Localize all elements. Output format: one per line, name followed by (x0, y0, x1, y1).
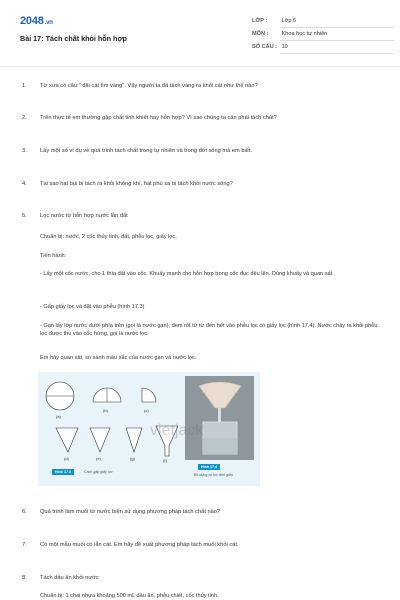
fig-label-g: (g) (130, 456, 135, 461)
meta-value: 19 (281, 44, 288, 50)
fig-label-b: (b) (103, 408, 108, 413)
question-number: 2. (22, 115, 27, 121)
fig-label-a: (a) (56, 414, 61, 419)
logo-text: 2048 (20, 15, 44, 27)
question-number: 3. (22, 148, 27, 154)
page-title: Bài 17: Tách chất khỏi hỗn hợp (20, 34, 127, 43)
meta-class (252, 18, 296, 24)
question-number: 1. (22, 83, 27, 89)
meta-count (252, 44, 288, 50)
meta-subject (252, 31, 327, 37)
fig-label-c: (c) (144, 408, 149, 413)
meta-value: Khoa học tự nhiên (281, 31, 328, 37)
cone-paper-icon (56, 428, 78, 452)
beaker-funnel-icon (185, 376, 254, 460)
question-text: Lọc nước từ hỗn hợp nước lẫn đất (40, 213, 128, 219)
fig2-tag: Hình 17.4 (198, 464, 220, 470)
meta-value: Lớp 6 (281, 18, 297, 24)
q5-step-1: - Lấy một cốc nước, cho 1 thìa đất vào cốc. Khuấy mạnh cho hỗn hợp trong cốc đục đều lên. Dùng khuấy và quan sát. (40, 271, 334, 277)
question-text: Trên thực tế em thường gặp chất tinh khiết hay hỗn hợp? Vì sao chúng ta cần phải tách chất? (40, 115, 277, 121)
question-number: 5. (22, 213, 27, 219)
q8-prep: Chuẩn bị: 1 chai nhựa khoảng 500 mL dầu ăn, phễu chiết, cốc thủy tinh. (40, 593, 219, 599)
logo-tld: .vn (44, 20, 53, 26)
meta-key: MÔN : (252, 31, 269, 37)
watermark-text: vietjack (150, 422, 204, 439)
question-text: Từ xưa có câu:" đãi cát tìm vàng". Vậy người ta đã tách vàng ra khỏi cát như thế nào? (40, 83, 258, 89)
fig-label-d: (d) (64, 456, 69, 461)
q5-step-3: - Gạn lấy lớp nước dưới phía trên (gọi là nước gạn), đem rót từ từ đến hết vào phễu lọc có giấy lọc (hình 17.4). Nước chảy ra khỏi phễu lọc được thu vào cốc hứng, gọi là nước lọc. (40, 323, 378, 337)
q5-compare: Em hãy quan sát, so sánh màu sắc của nước gạn và nước lọc. (40, 355, 197, 361)
q5-step-2: - Gấp giấy lọc và đặt vào phễu (hình 17.3) (40, 304, 145, 310)
fig-label-e: (e) (96, 456, 101, 461)
question-text: Tách dầu ăn khỏi nước (40, 575, 99, 581)
fig2-caption: Bộ dụng cụ lọc đơn giản (194, 473, 233, 477)
site-logo[interactable] (20, 15, 53, 27)
question-number: 4. (22, 181, 27, 187)
header-divider (0, 66, 400, 67)
meta-key: SỐ CÂU : (252, 44, 278, 50)
filter-apparatus-photo (185, 376, 254, 460)
q5-steps-title: Tiến hành: (40, 253, 67, 259)
cone-paper-icon (90, 428, 110, 452)
fig1-tag: Hình 17.3 (52, 469, 74, 475)
question-text: Quá trình làm muối từ nước biển sử dụng phương pháp tách chất nào? (40, 509, 221, 515)
page-header (0, 0, 400, 62)
cone-paper-icon (126, 428, 142, 452)
question-text: Có một mẫu muối có lẫn cát. Em hãy đề xuất phương pháp tách muối khỏi cát. (40, 542, 239, 548)
fig1-caption: Cách gấp giấy lọc (84, 470, 113, 474)
question-number: 6. (22, 509, 27, 515)
meta-key: LỚP : (252, 18, 268, 24)
question-number: 8. (22, 575, 27, 581)
fig-label-f: (f) (163, 458, 167, 463)
question-number: 7. (22, 542, 27, 548)
question-text: Lấy một số ví dụ về quá trình tách chất trong tự nhiên và trong đời sống mà em biết. (40, 148, 253, 154)
question-text: Tại sao hạt bụi bị tách ra khỏi không khí, hạt phù sa bị tách khỏi nước sông? (40, 181, 233, 187)
quarter-paper-icon (142, 388, 156, 402)
q5-prep: Chuẩn bị: nước, 2 cốc thủy tinh, đất, phễu lọc, giấy lọc. (40, 234, 177, 240)
